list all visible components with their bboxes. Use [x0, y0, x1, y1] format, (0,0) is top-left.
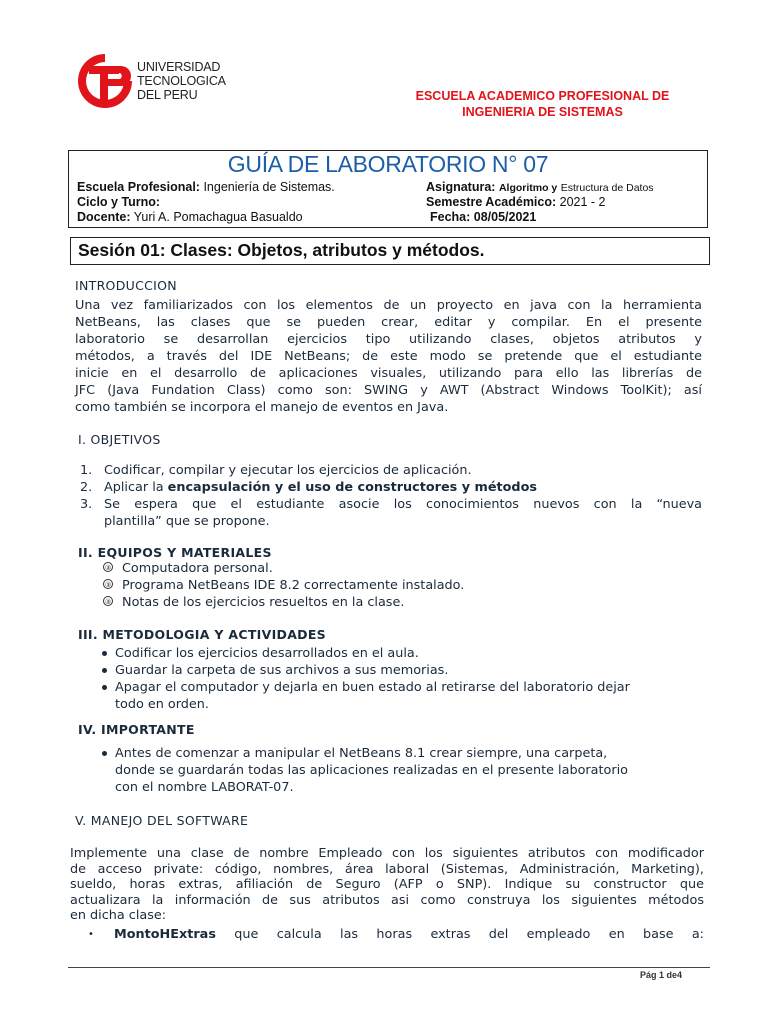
software-line: Implemente una clase de nombre Empleado con los siguientes atributos con modificador [70, 846, 704, 861]
bullet-icon [102, 651, 107, 656]
ciclo-label: Ciclo y Turno: [77, 195, 161, 209]
semestre-row [426, 195, 606, 210]
docente-value: Yuri A. Pomachagua Basualdo [133, 210, 303, 224]
title-box [68, 150, 708, 228]
semestre-value: 2021 - 2 [559, 195, 606, 209]
importante-list [100, 745, 702, 796]
fecha-label: Fecha: 08/05/2021 [430, 210, 537, 224]
list-item [80, 462, 702, 479]
intro-line: NetBeans, las clases que se pueden crear, editar y compilar. En el presente [75, 315, 702, 330]
intro-line: Una vez familiarizados con los elementos de un proyecto en java con la herramienta [75, 298, 702, 313]
intro-line: como también se incorpora el manejo de eventos en Java. [75, 400, 449, 415]
semestre-label: Semestre Académico: [426, 195, 557, 209]
item-text: Apagar el computador y dejarla en buen estado al retirarse del laboratorio dejar [115, 680, 630, 695]
list-item [80, 479, 702, 496]
session-title: Sesión 01: Clases: Objetos, atributos y métodos. [78, 240, 485, 260]
equipos-heading: II. EQUIPOS Y MATERIALES [78, 545, 272, 560]
intro-paragraph [75, 297, 702, 416]
bullet-icon [102, 668, 107, 673]
importante-heading: IV. IMPORTANTE [78, 722, 195, 737]
software-line: en dicha clase: [70, 908, 167, 923]
doc-title: GUÍA DE LABORATORIO N° 07 [227, 151, 549, 177]
item-text-bold: encapsulación y el uso de constructores y métodos [167, 480, 537, 495]
intro-line: inicie en el desarrollo de aplicaciones visuales, utilizando para ello las librerías de [75, 366, 702, 381]
item-text: todo en orden. [115, 697, 209, 712]
list-item [100, 745, 702, 796]
ciclo-row [77, 195, 160, 210]
item-text: Aplicar la [104, 480, 168, 495]
item-text: Codificar los ejercicios desarrollados en el aula. [115, 646, 419, 661]
item-number: 3. [80, 497, 93, 512]
university-line-1: UNIVERSIDAD [137, 60, 221, 74]
method-desc: que calcula las horas extras del empleado en base a: [234, 927, 704, 942]
school-line-1: ESCUELA ACADEMICO PROFESIONAL DE [415, 89, 670, 103]
university-line-3: DEL PERU [137, 88, 198, 102]
list-item [100, 645, 702, 662]
list-item [103, 577, 703, 594]
list-item [100, 662, 702, 679]
item-number: 1. [80, 463, 93, 478]
item-text: Computadora personal. [122, 561, 273, 576]
method-name: MontoHExtras [114, 927, 216, 942]
software-line: de acceso private: código, nombres, área laboral (Sistemas, Administración, Marketing), [70, 861, 704, 877]
bullet-icon [102, 751, 107, 756]
item-text: Notas de los ejercicios resueltos en la clase. [122, 595, 405, 610]
equipos-list [103, 560, 703, 611]
asignatura-value-b: Estructura de Datos [560, 182, 654, 194]
page-number: Pág 1 de4 [640, 970, 683, 980]
metodologia-heading: III. METODOLOGIA Y ACTIVIDADES [78, 627, 326, 642]
footer-divider [68, 967, 710, 968]
school-line-2: INGENIERIA DE SISTEMAS [462, 105, 623, 119]
docente-label: Docente: [77, 210, 131, 224]
software-line: actualizara la información de sus atributos asi como construya los siguientes métodos [70, 892, 704, 908]
objetivos-heading: I. OBJETIVOS [78, 432, 161, 447]
circled-bullet-icon: ③ [104, 598, 112, 606]
docente-row [77, 210, 303, 225]
asignatura-label: Asignatura: [426, 180, 496, 194]
utp-logo-icon [75, 52, 135, 108]
intro-line: métodos, a través del IDE NetBeans; de este modo se pretende que el estudiante [75, 349, 702, 364]
software-heading: V. MANEJO DEL SOFTWARE [75, 813, 249, 828]
item-text: Guardar la carpeta de sus archivos a sus memorias. [115, 663, 449, 678]
method-item [88, 926, 704, 943]
item-text: Codificar, compilar y ejecutar los ejercicios de aplicación. [104, 463, 472, 478]
university-line-2: TECNOLOGICA [137, 74, 226, 88]
item-text: Antes de comenzar a manipular el NetBeans 8.1 crear siempre, una carpeta, [115, 746, 608, 761]
small-bullet-icon: • [88, 929, 94, 940]
item-text: Programa NetBeans IDE 8.2 correctamente instalado. [122, 578, 465, 593]
item-text: con el nombre LABORAT-07. [115, 780, 294, 795]
fecha-row [430, 210, 536, 225]
escuela-value: Ingeniería de Sistemas. [203, 180, 335, 194]
software-paragraph [70, 846, 704, 924]
list-item [103, 594, 703, 611]
software-line: sueldo, horas extras, afiliación de Seguro (AFP o SNP). Indique su constructor que [70, 877, 704, 892]
item-text: plantilla” que se propone. [104, 514, 270, 529]
intro-line: laboratorio se desarrollan ejercicios tipo utilizando clases, objetos atributos y [75, 332, 702, 347]
list-item [80, 496, 702, 530]
school-name [400, 88, 685, 120]
intro-heading: INTRODUCCION [75, 278, 177, 293]
list-item [103, 560, 703, 577]
metodologia-list [100, 645, 702, 713]
session-box [70, 237, 710, 265]
escuela-row [77, 180, 335, 195]
asignatura-row [426, 180, 654, 196]
asignatura-value-a: Algoritmo y [498, 182, 558, 194]
university-name [137, 60, 226, 102]
escuela-label: Escuela Profesional: [77, 180, 200, 194]
item-text: Se espera que el estudiante asocie los conocimientos nuevos con la “nueva [104, 497, 702, 512]
circled-bullet-icon: ③ [104, 564, 112, 572]
item-text: donde se guardarán todas las aplicaciones realizadas en el presente laboratorio [115, 763, 629, 778]
item-number: 2. [80, 480, 93, 495]
bullet-icon [102, 685, 107, 690]
objetivos-list [80, 462, 702, 530]
list-item [100, 679, 702, 713]
circled-bullet-icon: ③ [104, 581, 112, 589]
intro-line: JFC (Java Fundation Class) como son: SWING y AWT (Abstract Windows ToolKit); así [75, 383, 702, 398]
